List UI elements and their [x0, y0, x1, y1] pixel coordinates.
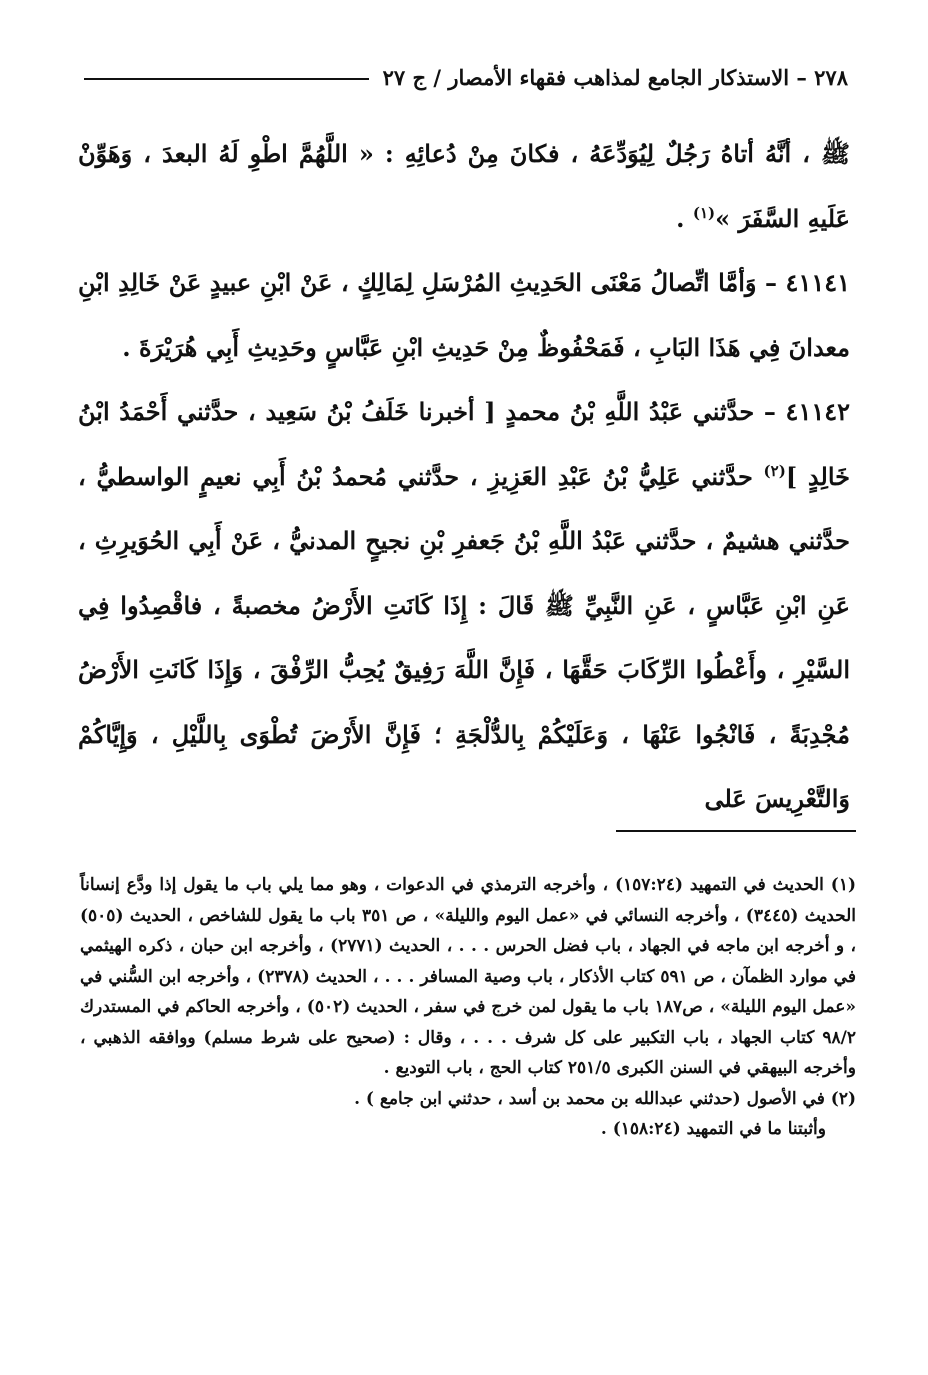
footnote-2: (٢) في الأصول (حدثني عبدالله بن محمد بن أسد ، حدثني ابن جامع ) .: [354, 1088, 856, 1109]
main-text: [78, 122, 850, 832]
footnote-1: (١) الحديث في التمهيد (١٥٧:٢٤) ، وأخرجه الترمذي في الدعوات ، وهو مما يلي باب ما يقول إذا ودَّع إنساناً الحديث (٣٤٤٥) ، وأخرجه النسائي في «عمل اليوم والليلة» ، ص ٣٥١ باب ما يقول للشاخص ، الحديث (٥٠٥) ، و أخرجه ابن ماجه في الجهاد ، باب فضل الحرس . . . ، الحديث (٢٧٧١) ، وأخرجه ابن حبان ، ذكره الهيثمي في موارد الظمآن ، ص ٥٩١ كتاب الأذكار ، باب وصية المسافر . . . ، الحديث (٢٣٧٨) ، وأخرجه ابن السُّني في «عمل اليوم الليلة» ، ص١٨٧ باب ما يقول لمن خرج في سفر ، الحديث (٥٠٢) ، وأخرجه الحاكم في المستدرك ٩٨/٢ كتاب الجهاد ، باب التكبير على كل شرف . . . ، وقال : (صحيح على شرط مسلم) ووافقه الذهبي ، وأخرجه البيهقي في السنن الكبرى ٢٥١/٥ كتاب الحج ، باب التوديع .: [80, 875, 856, 1078]
footnote-ref-2: (٢): [763, 461, 786, 480]
running-header: [84, 62, 848, 92]
footnote-ref-1: (١): [692, 203, 716, 222]
footnotes: [80, 870, 856, 1145]
header-text: ٢٧٨ – الاستذكار الجامع لمذاهب فقهاء الأمصار / ج ٢٧: [382, 64, 848, 90]
paragraph-3: [78, 380, 850, 832]
header-rule: [84, 78, 369, 80]
footnote-2-continuation: وأثبتنا ما في التمهيد (١٥٨:٢٤) .: [600, 1119, 826, 1139]
paragraph-1-end: .: [676, 203, 693, 233]
paragraph-1: [78, 122, 850, 251]
paragraph-3-text-a: ٤١١٤٢ – حدَّثني عَبْدُ اللَّهِ بْنُ محمدٍ [ أخبرنا خَلَفُ بْنُ سَعِيد ، حدَّثني أَحْمَدُ ابْنُ خَالِدٍ ]: [78, 397, 850, 491]
paragraph-2: ٤١١٤١ – وَأمَّا اتِّصالُ مَعْنَى الحَدِيثِ المُرْسَلِ لِمَالِكٍ ، عَنْ ابْنِ عبيدٍ عَنْ خَالِدِ ابْنِ معدانَ فِي هَذَا البَابِ ، فَمَحْفُوظٌ مِنْ حَدِيثِ ابْنِ عَبَّاسٍ وحَدِيثِ أَبِي هُرَيْرَةَ .: [78, 268, 850, 362]
paragraph-1-text: ﷺ ، أنَّهُ أتاهُ رَجُلٌ لِيُوَدِّعَهُ ، فكانَ مِنْ دُعائِهِ : « اللَّهُمَّ اطْوِ لَهُ البعدَ ، وَهَوِّنْ عَلَيهِ السَّفَرَ »: [78, 139, 850, 233]
paragraph-3-text-b: حدَّثني عَلِيُّ بْنُ عَبْدِ العَزِيزِ ، حدَّثني مُحمدُ بْنُ أَبِي نعيمٍ الواسطيُّ ، حدَّثني هشيمٌ ، حدَّثني عَبْدُ اللَّهِ بْنُ جَعفرِ بْنِ نجيحٍ المدنيُّ ، عَنْ أَبِي الحُوَيرِثِ ، عَنِ ابْنِ عَبَّاسٍ ، عَنِ النَّبِيِّ ﷺ قَالَ : إِذَا كَانَتِ الأَرْضُ مخصبةً ، فاقْصِدُوا فِي السَّيْرِ ، وأَعْطُوا الرِّكَابَ حَقَّهَا ، فَإِنَّ اللَّهَ رَفِيقٌ يُحِبُّ الرِّفْقَ ، وَإِذَا كَانَتِ الأَرْضُ مُجْدِبَةً ، فَانْجُوا عَنْهَا ، وَعَلَيْكُمْ بِالدُّلْجَةِ ؛ فَإِنَّ الأَرْضَ تُطْوَى بِاللَّيْلِ ، وَإِيَّاكُمْ وَالتَّعْرِيسَ عَلى: [78, 461, 851, 813]
footnote-separator: [616, 830, 856, 832]
